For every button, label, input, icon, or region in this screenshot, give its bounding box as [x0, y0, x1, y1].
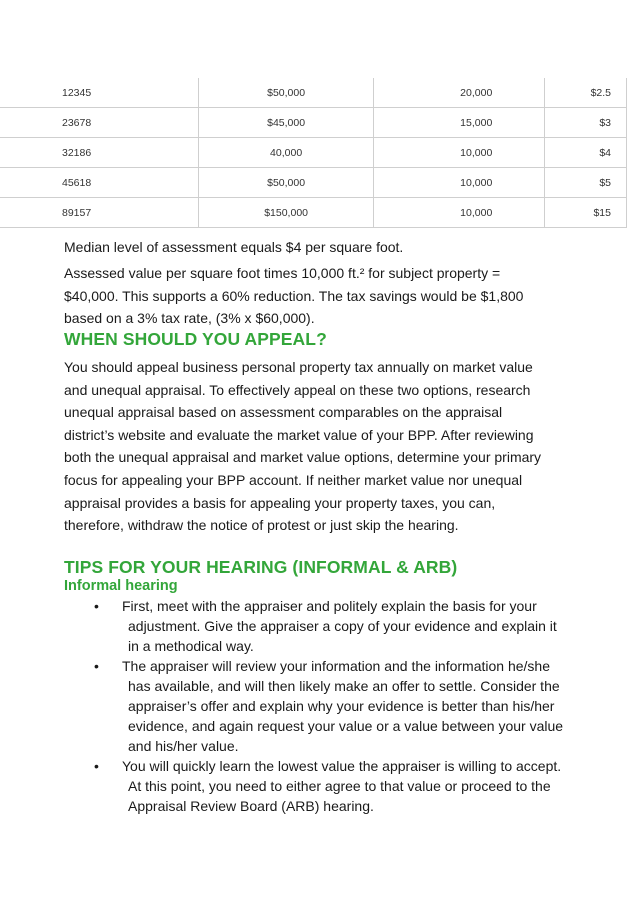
table-cell: 10,000 — [373, 168, 544, 198]
table-cell: 45618 — [0, 168, 199, 198]
table-cell: $3 — [544, 108, 626, 138]
table-cell: $45,000 — [199, 108, 374, 138]
median-paragraph: Median level of assessment equals $4 per square foot. — [64, 239, 404, 255]
table-cell: 15,000 — [373, 108, 544, 138]
table-cell: $5 — [544, 168, 626, 198]
table-cell: $150,000 — [199, 198, 374, 228]
table-cell: 20,000 — [373, 78, 544, 108]
list-item: • First, meet with the appraiser and politely explain the basis for your adjustment. Give the appraiser a copy of your evidence and explain it in a methodical way. — [104, 596, 566, 656]
informal-hearing-subheading: Informal hearing — [64, 578, 178, 594]
table-cell: 10,000 — [373, 198, 544, 228]
when-to-appeal-heading: WHEN SHOULD YOU APPEAL? — [64, 329, 327, 349]
assessed-value-paragraph: Assessed value per square foot times 10,000 ft.² for subject property = $40,000. This supports a 60% reduction. The tax savings would be $1,800 based on a 3% tax rate, (3% x $60,000). — [64, 265, 524, 326]
list-item: • The appraiser will review your information and the information he/she has available, and will then likely make an offer to settle. Consider the appraiser’s offer and explain why your evidence is better than his/her evidence, and again request your value or a value between your value and his/her value. — [104, 656, 566, 756]
list-item: • You will quickly learn the lowest value the appraiser is willing to accept. At this point, you need to either agree to that value or proceed to the Appraisal Review Board (ARB) hearing. — [104, 756, 566, 816]
comparables-table — [0, 78, 627, 228]
table-cell: $2.5 — [544, 78, 626, 108]
list-item-text: First, meet with the appraiser and politely explain the basis for your adjustment. Give the appraiser a copy of your evidence and explain it in a methodical way. — [122, 598, 557, 654]
hearing-tips-heading: TIPS FOR YOUR HEARING (INFORMAL & ARB) — [64, 557, 458, 577]
table-row — [0, 108, 627, 138]
table-cell: 10,000 — [373, 138, 544, 168]
table-row — [0, 198, 627, 228]
table-cell: $50,000 — [199, 78, 374, 108]
table-cell: 23678 — [0, 108, 199, 138]
table-cell: $4 — [544, 138, 626, 168]
informal-hearing-tips-list — [94, 596, 566, 816]
table-row — [0, 78, 627, 108]
table-cell: 12345 — [0, 78, 199, 108]
table-cell: $50,000 — [199, 168, 374, 198]
when-to-appeal-paragraph: You should appeal business personal property tax annually on market value and unequal appraisal. To effectively appeal on these two options, research unequal appraisal based on assessment comparables on the appraisal district’s website and evaluate the market value of your BPP. After reviewing both the unequal appraisal and market value options, determine your primary focus for appealing your BPP account. If neither market value nor unequal appraisal provides a basis for appealing your property taxes, you can, therefore, withdraw the notice of protest or just skip the hearing. — [64, 359, 542, 534]
list-item-text: The appraiser will review your information and the information he/she has available, and will then likely make an offer to settle. Consider the appraiser’s offer and explain why your evidence is better than his/her evidence, and again request your value or a value between your value and his/her value. — [122, 658, 564, 754]
table-row — [0, 138, 627, 168]
table-cell: $15 — [544, 198, 626, 228]
table-cell: 40,000 — [199, 138, 374, 168]
list-item-text: You will quickly learn the lowest value the appraiser is willing to accept. At this point, you need to either agree to that value or proceed to the Appraisal Review Board (ARB) hearing. — [122, 758, 562, 814]
table-cell: 32186 — [0, 138, 199, 168]
table-cell: 89157 — [0, 198, 199, 228]
table-row — [0, 168, 627, 198]
